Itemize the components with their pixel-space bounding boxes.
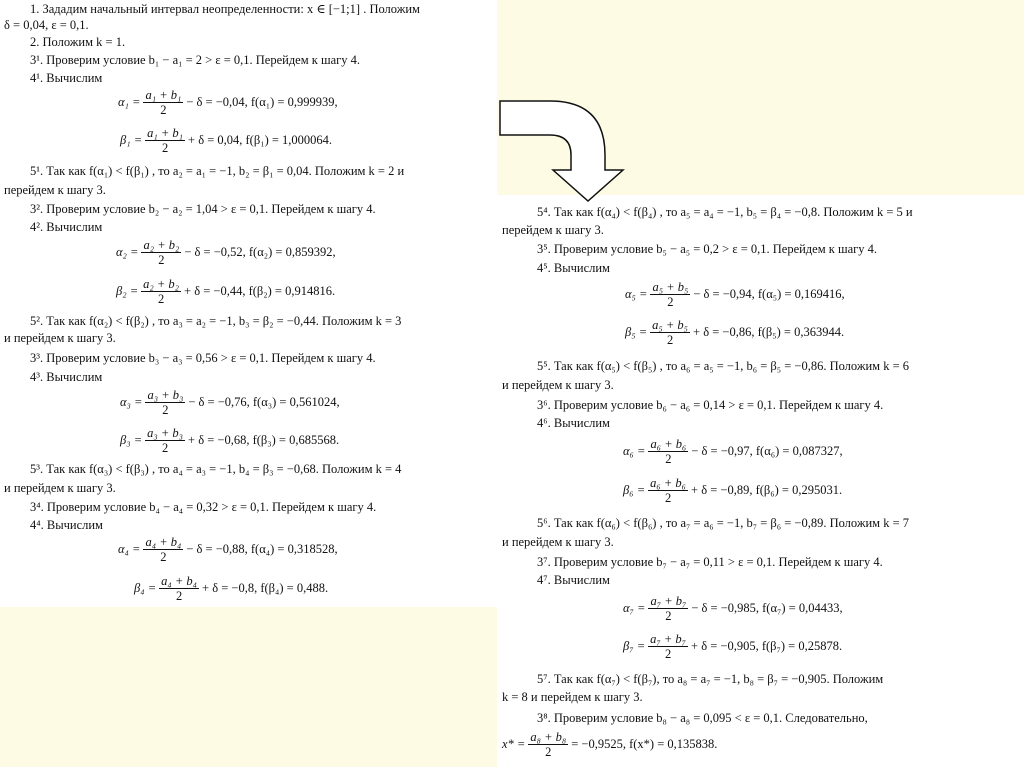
fraction	[145, 426, 185, 455]
formula-rest: + δ = −0,905, f(β₇) = 0,25878.	[691, 639, 843, 653]
fraction-denominator: 2	[667, 295, 674, 309]
fraction	[648, 632, 688, 661]
formula-fb6	[623, 476, 842, 505]
formula-fb3	[120, 426, 339, 455]
fraction-denominator: 2	[160, 550, 167, 564]
fraction	[143, 535, 183, 564]
fraction-denominator: 2	[664, 647, 672, 661]
fraction	[648, 476, 688, 505]
fraction-numerator: a₅ + b₅	[652, 280, 689, 294]
fraction-numerator: a₃ + b₃	[147, 426, 184, 440]
text-line-r7: 3⁶. Проверим условие b₆ − a₆ = 0,14 > ε = 0,1. Перейдем к шагу 4.	[537, 398, 884, 412]
fraction-numerator: a₅ + b₅	[652, 318, 689, 332]
formula-rest: − δ = −0,52, f(α₂) = 0,859392,	[184, 245, 336, 259]
text-line-l15: и перейдем к шагу 3.	[4, 481, 116, 495]
formula-lhs: β₁ =	[120, 133, 143, 147]
fraction-numerator: a₂ + b₂	[143, 277, 180, 291]
formula-fb1	[120, 126, 332, 155]
formula-rest: + δ = −0,89, f(β₆) = 0,295031.	[691, 483, 843, 497]
formula-fa1	[118, 88, 338, 117]
fraction-numerator: a₈ + b₈	[530, 730, 567, 744]
fraction-numerator: a₄ + b₄	[161, 574, 198, 588]
formula-fb2	[116, 277, 335, 306]
text-line-r6: и перейдем к шагу 3.	[502, 378, 614, 392]
text-line-l12: 3³. Проверим условие b₃ − a₃ = 0,56 > ε = 0,1. Перейдем к шагу 4.	[30, 351, 376, 365]
fraction	[141, 277, 181, 306]
text-line-r14: k = 8 и перейдем к шагу 3.	[502, 690, 643, 704]
fraction-denominator: 2	[545, 745, 552, 759]
formula-rest: + δ = −0,86, f(β₅) = 0,363944.	[693, 325, 845, 339]
formula-lhs: β₆ =	[623, 483, 646, 497]
fraction-denominator: 2	[175, 589, 183, 603]
formula-lhs: α₆ =	[623, 444, 646, 458]
formula-rest: = −0,9525, f(x*) = 0,135838.	[571, 737, 718, 751]
formula-lhs: β₅ =	[625, 325, 648, 339]
curved-arrow-icon	[495, 95, 625, 205]
formula-rest: − δ = −0,88, f(α₄) = 0,318528,	[186, 542, 338, 556]
fraction	[650, 280, 690, 309]
text-line-l16: 3⁴. Проверим условие b₄ − a₄ = 0,32 > ε = 0,1. Перейдем к шагу 4.	[30, 500, 377, 514]
fraction-denominator: 2	[665, 609, 672, 623]
fraction-denominator: 2	[161, 441, 169, 455]
text-line-l9: 4². Вычислим	[30, 220, 103, 234]
formula-fb5	[625, 318, 844, 347]
formula-rest: − δ = −0,04, f(α₁) = 0,999939,	[186, 95, 338, 109]
formula-fb7	[623, 632, 842, 661]
text-line-l13: 4³. Вычислим	[30, 370, 103, 384]
fraction	[528, 730, 568, 759]
formula-lhs: β₃ =	[120, 433, 143, 447]
text-line-l11: и перейдем к шагу 3.	[4, 331, 116, 345]
formula-lhs: α₂ =	[116, 245, 139, 259]
formula-fa5	[625, 280, 845, 309]
formula-lhs: β₇ =	[623, 639, 646, 653]
text-line-r13: 5⁷. Так как f(α₇) < f(β₇), то a₈ = a₇ = −1, b₈ = β₇ = −0,905. Положим	[537, 672, 884, 686]
formula-rest: − δ = −0,94, f(α₅) = 0,169416,	[693, 287, 845, 301]
formula-rest: + δ = −0,8, f(β₄) = 0,488.	[202, 581, 329, 595]
text-line-r1: 5⁴. Так как f(α₄) < f(β₄) , то a₅ = a₄ = −1, b₅ = β₄ = −0,8. Положим k = 5 и	[537, 205, 913, 219]
formula-fa4	[118, 535, 338, 564]
fraction	[145, 126, 185, 155]
text-line-r10: и перейдем к шагу 3.	[502, 535, 614, 549]
text-line-l10: 5². Так как f(α₂) < f(β₂) , то a₃ = a₂ = −1, b₃ = β₂ = −0,44. Положим k = 3	[30, 314, 402, 328]
formula-lhs: α₃ =	[120, 395, 143, 409]
formula-rest: + δ = −0,44, f(β₂) = 0,914816.	[184, 284, 336, 298]
fraction	[648, 594, 688, 623]
text-line-r8: 4⁶. Вычислим	[537, 416, 610, 430]
text-line-l3: 2. Положим k = 1.	[30, 35, 126, 49]
fraction-numerator: a₆ + b₆	[650, 476, 687, 490]
formula-fa7	[623, 594, 843, 623]
text-line-r4: 4⁵. Вычислим	[537, 261, 610, 275]
formula-fa6	[623, 437, 843, 466]
formula-rest: − δ = −0,76, f(α₃) = 0,561024,	[188, 395, 340, 409]
formula-fa2	[116, 238, 336, 267]
text-line-l5: 4¹. Вычислим	[30, 71, 103, 85]
text-line-r15: 3⁸. Проверим условие b₈ − a₈ = 0,095 < ε = 0,1. Следовательно,	[537, 711, 868, 725]
fraction-denominator: 2	[161, 141, 169, 155]
text-line-r11: 3⁷. Проверим условие b₇ − a₇ = 0,11 > ε = 0,1. Перейдем к шагу 4.	[537, 555, 883, 569]
fraction	[159, 574, 199, 603]
formula-rest: + δ = 0,04, f(β₁) = 1,000064.	[188, 133, 333, 147]
fraction-numerator: a₇ + b₇	[650, 632, 687, 646]
text-line-l1: 1. Зададим начальный интервал неопределенности: x ∈ [−1;1] . Положим	[30, 2, 420, 16]
formula-lhs: α₇ =	[623, 601, 646, 615]
text-line-l8: 3². Проверим условие b₂ − a₂ = 1,04 > ε = 0,1. Перейдем к шагу 4.	[30, 202, 376, 216]
formula-fa3	[120, 388, 340, 417]
fraction-numerator: a₇ + b₇	[650, 594, 687, 608]
text-line-l7: перейдем к шагу 3.	[4, 183, 106, 197]
text-line-l4: 3¹. Проверим условие b₁ − a₁ = 2 > ε = 0,1. Перейдем к шагу 4.	[30, 53, 361, 67]
formula-lhs: x* =	[502, 737, 526, 751]
formula-rest: − δ = −0,97, f(α₆) = 0,087327,	[691, 444, 843, 458]
fraction-numerator: a₁ + b₁	[145, 88, 182, 102]
formula-fx	[502, 730, 717, 759]
fraction-denominator: 2	[157, 292, 165, 306]
text-line-r12: 4⁷. Вычислим	[537, 573, 610, 587]
text-line-l14: 5³. Так как f(α₃) < f(β₃) , то a₄ = a₃ = −1, b₄ = β₃ = −0,68. Положим k = 4	[30, 462, 402, 476]
text-line-r3: 3⁵. Проверим условие b₅ − a₅ = 0,2 > ε = 0,1. Перейдем к шагу 4.	[537, 242, 878, 256]
formula-rest: − δ = −0,985, f(α₇) = 0,04433,	[691, 601, 843, 615]
formula-lhs: α₁ =	[118, 95, 141, 109]
text-line-l2: δ = 0,04, ε = 0,1.	[4, 18, 89, 32]
fraction-numerator: a₁ + b₁	[147, 126, 184, 140]
formula-lhs: β₂ =	[116, 284, 139, 298]
fraction-denominator: 2	[666, 333, 674, 347]
fraction-denominator: 2	[665, 452, 672, 466]
fraction	[141, 238, 181, 267]
fraction-denominator: 2	[160, 103, 167, 117]
fraction	[650, 318, 690, 347]
formula-fb4	[134, 574, 328, 603]
fraction	[145, 388, 185, 417]
text-line-r9: 5⁶. Так как f(α₆) < f(β₆) , то a₇ = a₆ = −1, b₇ = β₆ = −0,89. Положим k = 7	[537, 516, 910, 530]
text-line-r2: перейдем к шагу 3.	[502, 223, 604, 237]
fraction-denominator: 2	[664, 491, 672, 505]
text-line-r5: 5⁵. Так как f(α₅) < f(β₅) , то a₆ = a₅ = −1, b₆ = β₅ = −0,86. Положим k = 6	[537, 359, 910, 373]
fraction-denominator: 2	[162, 403, 169, 417]
fraction-numerator: a₆ + b₆	[650, 437, 687, 451]
fraction	[143, 88, 183, 117]
formula-lhs: β₄ =	[134, 581, 157, 595]
formula-lhs: α₅ =	[625, 287, 648, 301]
text-line-l17: 4⁴. Вычислим	[30, 518, 103, 532]
text-line-l6: 5¹. Так как f(α₁) < f(β₁) , то a₂ = a₁ = −1, b₂ = β₁ = 0,04. Положим k = 2 и	[30, 164, 405, 178]
fraction-denominator: 2	[158, 253, 165, 267]
formula-rest: + δ = −0,68, f(β₃) = 0,685568.	[188, 433, 340, 447]
fraction-numerator: a₂ + b₂	[143, 238, 180, 252]
fraction	[648, 437, 688, 466]
fraction-numerator: a₃ + b₃	[147, 388, 184, 402]
formula-lhs: α₄ =	[118, 542, 141, 556]
fraction-numerator: a₄ + b₄	[145, 535, 182, 549]
